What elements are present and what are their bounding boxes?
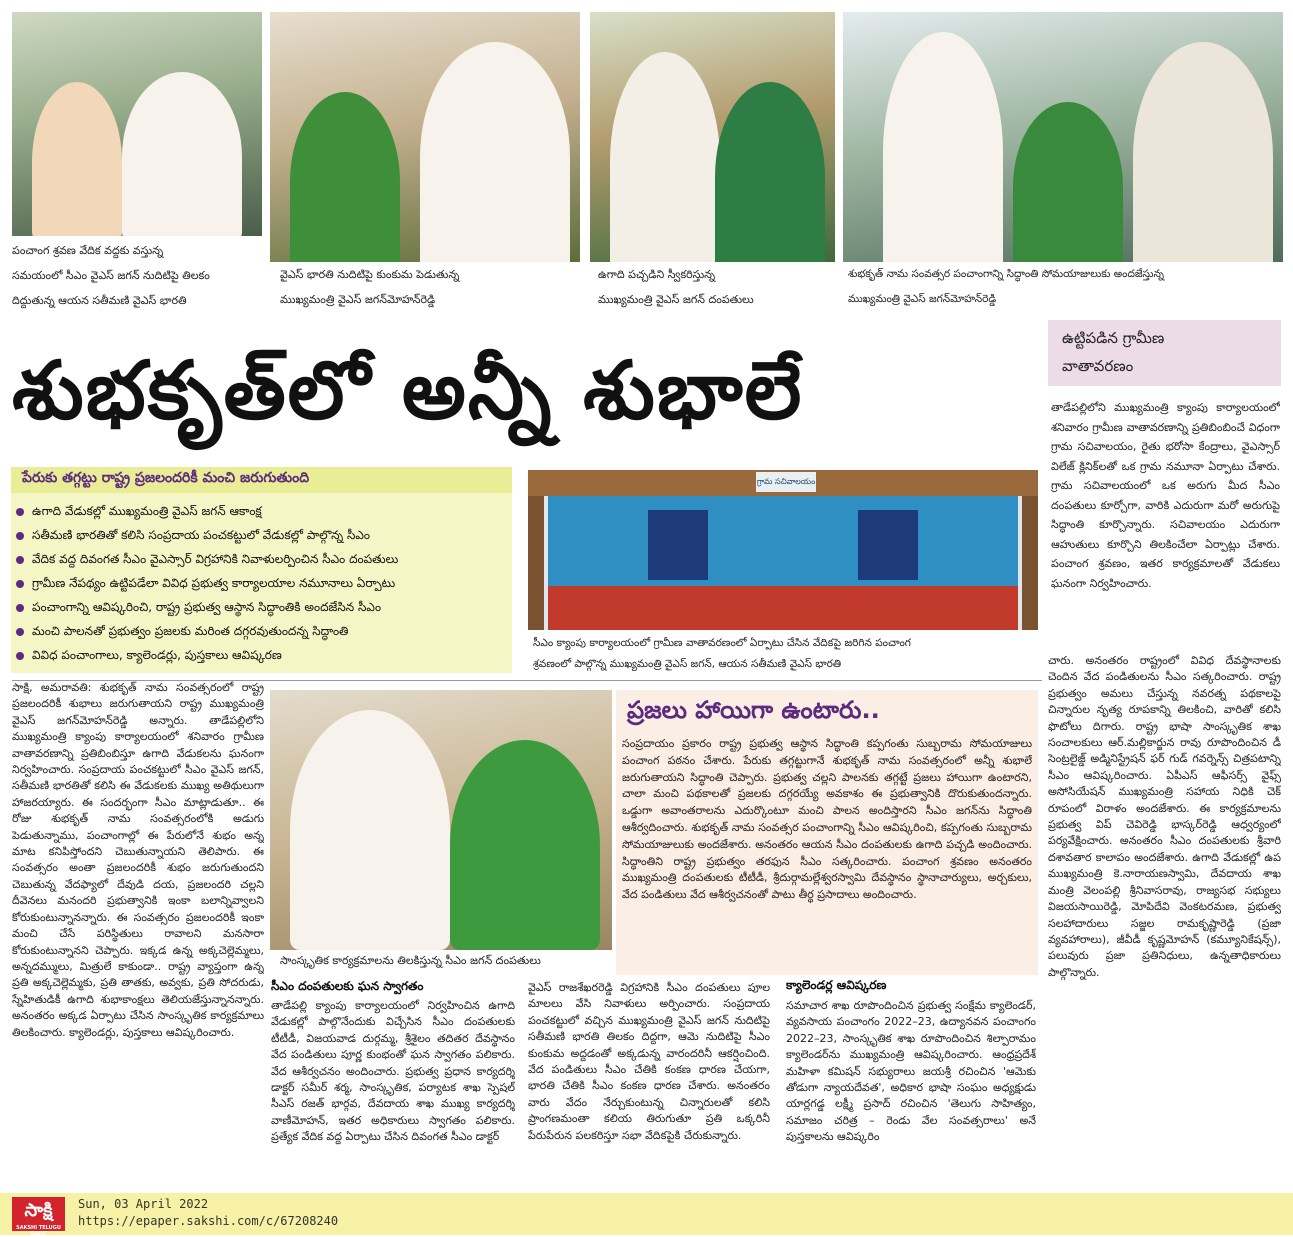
highlights-heading: పేరుకు తగ్గట్టు రాష్ట్ర ప్రజలందరికీ మంచి జరుగుతుంది [22, 470, 310, 486]
bullet-dot-icon [16, 556, 24, 564]
bullet-dot-icon [16, 508, 24, 516]
column-4-heading: క్యాలెండర్ల ఆవిష్కరణ [786, 978, 887, 992]
highlight-text: గ్రామీణ నేపథ్యం ఉట్టిపడేలా వివిధ ప్రభుత్వ కార్యాలయాల నమూనాలు ఏర్పాటు [32, 576, 396, 590]
caption-tilakam [12, 238, 267, 313]
edition-date: Sun, 03 April 2022 [78, 1197, 209, 1211]
stage-banner: గ్రామ సచివాలయం [756, 472, 816, 492]
caption-line: సీఎం క్యాంపు కార్యాలయంలో గ్రామీణ వాతావరణంలో ఏర్పాటు చేసిన వేదికపై జరిగిన పంచాంగ [533, 637, 911, 649]
bullet-dot-icon [16, 628, 24, 636]
bullet-dot-icon [16, 532, 24, 540]
highlight-text: సతీమణి భారతితో కలిసి సంప్రదాయ పంచకట్టులో వేడుకల్లో పాల్గొన్న సీఎం [32, 528, 371, 542]
quote-paragraph: సంప్రదాయం ప్రకారం రాష్ట్ర ప్రభుత్వ ఆస్థాన సిద్ధాంతి కప్పగంతు సుబ్బరామ సోమయాజులు పంచాంగ పఠనం చేశారు. పేరుకు తగ్గట్టుగానే శుభకృత్ నామ సంవత్సరంలో అన్నీ శుభాలే జరుగుతాయని సిద్ధాంతి చెప్పారు. ప్రభుత్వ చల్లని పాలనకు తగ్గట్టే ప్రజలు హాయిగా ఉంటారని, చాలా మంచి పథకాలతో ప్రజలకు దగ్గరయ్యే అవకాశం ఈ ప్రభుత్వానికి దొరుకుతుందన్నారు. ఒడ్డుగా అవాంతరాలను ఎదుర్కొంటూ మంచి పాలన అందిస్తారని సీఎం జగన్‌ను సిద్ధాంతి ఆశీర్వదించారు. శుభకృత్ నామ సంవత్సర పంచాంగాన్ని సీఎం ఆవిష్కరించి, కప్పగంతు సుబ్బరామ సోమయాజులుకు అందజేశారు. అనంతరం ఆయన సీఎం దంపతులకు ఉగాది పచ్చడి అందించారు. సిద్ధాంతిని రాష్ట్ర ప్రభుత్వం తరఫున సీఎం సత్కరించారు. పంచాంగ శ్రవణం అనంతరం ముఖ్యమంత్రి దంపతులకు టీటీడీ, శ్రీదుర్గామల్లేశ్వరస్వామి దేవస్థానం స్థానాచార్యులు, అర్చకులు, వేద పండితులు వేద ఆశీర్వచనంతో పాటు తీర్థ ప్రసాదాలు అందించారు. [622, 737, 1032, 902]
article-column-5 [1048, 653, 1281, 1192]
article-column-1 [12, 680, 264, 1192]
highlight-text: మంచి పాలనతో ప్రభుత్వం ప్రజలకు మరింత దగ్గరవుతుందన్న సిద్ధాంతి [32, 624, 349, 638]
article-paragraph: చారు. అనంతరం రాష్ట్రంలో వివిధ దేవస్థానాలకు చెందిన వేద పండితులను సీఎం సత్కరించారు. రాష్ట్ర ప్రభుత్వం అమలు చేస్తున్న నవరత్న పథకాలపై చిన్నారుల నృత్య రూపకాన్ని తిలకించి, వారితో కలిసి ఫొటోలు దిగారు. రాష్ట్ర భాషా సాంస్కృతిక శాఖ సంచాలకులు ఆర్.మల్లికార్జున రావు రూపొందించిన డీ సెంట్రలైజ్డ్ అడ్మినిస్ట్రేషన్ ఫర్ గుడ్ గవర్నెన్స్ చిత్రపటాన్ని సీఎం ఆవిష్కరించారు. ఏపీఎస్ ఆఫీసర్స్ వైఫ్స్ అసోసియేషన్ ముఖ్యమంత్రి సహాయ నిధికి చెక్ రూపంలో విరాళం అందజేశారు. ఈ కార్యక్రమాలను ప్రభుత్వ విప్ చెవిరెడ్డి భాస్కర్‌రెడ్డి ఆధ్వర్యంలో పర్యవేక్షించారు. అనంతరం సీఎం దంపతులకు శ్రీవారి దశావతార కాలాపం అందజేశారు. ఉగాది వేడుకల్లో ఉప ముఖ్యమంత్రి కె.నారాయణస్వామి, దేవదాయ శాఖ మంత్రి వెలంపల్లి శ్రీనివాసరావు, రాజ్యసభ సభ్యులు విజయసాయిరెడ్డి, మోపిదేవి వెంకటరమణ, ప్రభుత్వ సలహాదారులు సజ్జల రామకృష్ణారెడ్డి (ప్రజా వ్యవహారాలు), జీవీడీ కృష్ణమోహన్ (కమ్యూనికేషన్స్), పలువురు ప్రజా ప్రతినిధులు, ఉన్నతాధికారులు పాల్గొన్నారు. [1048, 654, 1281, 979]
column-2-heading: సీఎం దంపతులకు ఘన స్వాగతం [271, 979, 424, 993]
highlight-item [16, 524, 370, 546]
article-paragraph: తాడేపల్లి క్యాంపు కార్యాలయంలో నిర్వహించిన ఉగాది వేడుకల్లో పాల్గొనేందుకు విచ్చేసిన సీఎం దంపతులకు టీటీడీ, విజయవాడ దుర్గమ్మ, శ్రీశైలం తదితర దేవస్థానం వేద పండితులు పూర్ణ కుంభంతో ఘన స్వాగతం పలికారు. వేద ఆశీర్వచనం అందించారు. ప్రభుత్వ ప్రధాన కార్యదర్శి డాక్టర్ సమీర్ శర్మ, సాంస్కృతిక, పర్యాటక శాఖ స్పెషల్ సీఎస్ రజత్ భార్గవ, దేవదాయ శాఖ ముఖ్య కార్యదర్శి వాణీమోహన్, ఇతర అధికారులు స్వాగతం పలికారు. ప్రత్యేక వేదిక వద్ద ఏర్పాటు చేసిన దివంగత సీఎం డాక్టర్ [271, 999, 515, 1144]
highlight-item [16, 572, 395, 594]
caption-panchangam [848, 262, 1283, 312]
bullet-dot-icon [16, 604, 24, 612]
highlight-text: వివిధ పంచాంగాలు, క్యాలెండర్లు, పుస్తకాలు ఆవిష్కరణ [32, 648, 282, 662]
caption-line: సమయంలో సీఎం వైఎస్ జగన్ నుదిటిపై తిలకం [12, 269, 210, 282]
highlight-item [16, 548, 398, 570]
photo-tilakam [12, 12, 262, 236]
sidebar-heading [1062, 324, 1164, 380]
sidebar-paragraph: తాడేపల్లిలోని ముఖ్యమంత్రి క్యాంపు కార్యాలయంలో శనివారం గ్రామీణ వాతావరణాన్ని ప్రతిబింబించే విధంగా గ్రామ సచివాలయం, రైతు భరోసా కేంద్రాలు, వైఎస్సార్ విలేజ్ క్లినిక్‌లతో ఒక గ్రామ నమూనా ఏర్పాటు చేశారు. గ్రామ సచివాలయంలో ఒక అరుగు మీద సీఎం దంపతులు కూర్చోగా, వారికి ఎదురుగా మరో అరుగుపై సిద్ధాంతి కూర్చొన్నారు. సచివాలయం ఎదురుగా ఆహుతులు కూర్చొని తిలకించేలా ఏర్పాట్లు చేశారు. పంచాంగ శ్రవణం, ఇతర కార్యక్రమాలతో వేడుకలు ఘనంగా నిర్వహించారు. [1051, 401, 1280, 590]
caption-line: ముఖ్యమంత్రి వైఎస్ జగన్‌మోహన్‌రెడ్డి [848, 293, 997, 305]
photo-panchangam [843, 12, 1283, 262]
highlight-text: వేదిక వద్ద దివంగత సీఎం వైఎస్సార్ విగ్రహానికి నివాళులర్పించిన సీఎం దంపతులు [32, 552, 399, 566]
sidebar-body [1051, 398, 1280, 638]
sidebar-heading-line: వాతావరణం [1062, 357, 1134, 375]
logo-text: సాక్షి [24, 1200, 53, 1221]
article-paragraph: సమాచార శాఖ రూపొందించిన ప్రభుత్వ సంక్షేమ క్యాలెండర్, వ్యవసాయ పంచాంగం 2022–23, ఉద్యానవన పంచాంగం 2022–23, సాంస్కృతిక శాఖ రూపొందించిన శిల్పారామం క్యాలెండర్‌ను ముఖ్యమంత్రి ఆవిష్కరించారు. ఆంధ్రప్రదేశ్ మహిళా కమిషన్ సభ్యురాలు జయశ్రీ రచించిన 'ఆమెకు తోడుగా న్యాయదేవత', అధికార భాషా సంఘం అధ్యక్షుడు యార్లగడ్డ లక్ష్మీ ప్రసాద్ రచించిన 'తెలుగు సాహిత్యం, సమాజం చరిత్ర – రెండు వేల సంవత్సరాలు' అనే పుస్తకాలను ఆవిష్కరిం [786, 999, 1036, 1144]
logo-subtext: SAKSHI TELUGU DAILY [16, 1225, 61, 1237]
highlight-text: పంచాంగాన్ని ఆవిష్కరించి, రాష్ట్ర ప్రభుత్వ ఆస్థాన సిద్ధాంతికి అందజేసిన సీఎం [32, 600, 382, 614]
article-paragraph: సాక్షి, అమరావతి: శుభకృత్ నామ సంవత్సరంలో రాష్ట్ర ప్రజలందరికీ శుభాలు జరుగుతాయని రాష్ట్ర ముఖ్యమంత్రి వైఎస్ జగన్‌మోహన్‌రెడ్డి అన్నారు. తాడేపల్లిలోని ముఖ్యమంత్రి క్యాంపు కార్యాలయంలో శనివారం గ్రామీణ వాతావరణాన్ని ప్రతిబింబిస్తూ ఉగాది వేడుకలను ఘనంగా నిర్వహించారు. సంప్రదాయ పంచకట్టులో సీఎం వైఎస్ జగన్, సతీమణి భారతితో కలిసి ఈ వేడుకలకు ముఖ్య అతిథులుగా హాజరయ్యారు. ఈ సందర్భంగా సీఎం మాట్లాడుతూ.. ఈ రోజు శుభకృత్ నామ సంవత్సరంలోకి అడుగు పెడుతున్నాము, పంచాంగాల్లో ఈ పేరులోనే శుభం అన్న మాట కనిపిస్తోందని చెబుతున్నాయని తెలిపారు. ఈ సంవత్సరం అంతా ప్రజలందరికీ శుభం జరుగుతుందని చెబుతున్న వేదఫ్యాలో దేవుడి దయ, ప్రజలందరి చల్లని దీవెనలు మనందరి ప్రభుత్వానికి ఇంకా బలాన్నివ్వాలని కోరుకుంటున్నానన్నారు. ఈ సంవత్సరం ప్రజలందరికీ ఇంకా మంచి చేసే పరిస్థితులు రావాలని మనసారా కోరుకుంటున్నానని చెప్పారు. ఇక్కడ ఉన్న అక్కచెల్లెమ్మలు, అన్నదమ్ములు, మిత్రులే కాకుండా.. రాష్ట్ర వ్యాప్తంగా ఉన్న ప్రతి అక్కచెల్లెమ్మకు, ప్రతి తాతకు, అవ్వకు, ప్రతి సోదరుడు, స్నేహితుడికీ ఉగాది శుభాకాంక్షలు తెలియజేస్తున్నానన్నారు. అనంతరం అక్కడ ఏర్పాటు చేసిన సాంస్కృతిక కార్యక్రమాలు తిలకించారు. క్యాలెండర్లు, పుస్తకాలు ఆవిష్కరించారు. [12, 681, 264, 1039]
article-column-2 [271, 998, 515, 1192]
highlight-item [16, 500, 262, 522]
bullet-dot-icon [16, 652, 24, 660]
caption-line: వైఎస్ భారతి నుదిటిపై కుంకుమ పెడుతున్న [280, 268, 460, 281]
highlight-item [16, 644, 282, 666]
photo-kumkuma [270, 12, 580, 262]
article-column-3 [528, 980, 770, 1192]
article-column-4 [786, 998, 1036, 1192]
bullet-dot-icon [16, 580, 24, 588]
caption-line: శ్రవణంలో పాల్గొన్న ముఖ్యమంత్రి వైఎస్ జగన్, ఆయన సతీమణి వైఎస్ భారతి [533, 658, 842, 670]
caption-ugadi-pachadi [598, 262, 838, 312]
quote-heading: ప్రజలు హాయిగా ఉంటారు.. [627, 696, 880, 724]
main-headline: శుభకృత్‌లో అన్నీ శుభాలే [12, 343, 804, 437]
photo-stage [528, 470, 1038, 630]
epaper-link[interactable]: https://epaper.sakshi.com/c/67208240 [78, 1214, 339, 1228]
caption-line: ముఖ్యమంత్రి వైఎస్ జగన్‌మోహన్‌రెడ్డి [280, 293, 436, 306]
highlight-item [16, 620, 348, 642]
highlight-item [16, 596, 381, 618]
highlight-text: ఉగాది వేడుకల్లో ముఖ్యమంత్రి వైఎస్ జగన్ ఆకాంక్ష [32, 504, 262, 518]
caption-line: ఉగాది పచ్చడిని స్వీకరిస్తున్న [598, 268, 716, 281]
sakshi-logo[interactable] [12, 1197, 65, 1237]
highlights-box [11, 467, 512, 673]
caption-line: పంచాంగ శ్రవణ వేదిక వద్దకు వస్తున్న [12, 244, 164, 257]
photo-ugadi-pachadi [590, 12, 835, 262]
article-paragraph: వైఎస్ రాజశేఖరరెడ్డి విగ్రహానికి సీఎం దంపతులు పూల మాలలు వేసి నివాళులు అర్పించారు. సంప్రదాయ పంచకట్టులో వచ్చిన ముఖ్యమంత్రి వైఎస్ జగన్ నుదిటిపై సతీమణి భారతి తిలకం దిద్దగా, ఆమె నుదిటిపై సీఎం కుంకుమ అద్దడంతో అక్కడున్న వారందరినీ ఆకర్షించింది. వేద పండితులు సీఎం చేతికి కంకణ ధారణ చేయగా, భారతి చేతికి సీఎం కంకణ ధారణ చేశారు. అనంతరం వారు వేదం నేర్చుకుంటున్న చిన్నారులతో కలిసి ప్రాంగణమంతా కలియ తిరుగుతూ ప్రతి ఒక్కరినీ పేరుపేరున పలకరిస్తూ సభా వేదికపైకి చేరుకున్నారు. [528, 981, 770, 1142]
quote-body [622, 736, 1032, 972]
sidebar-heading-line: ఉట్టిపడిన గ్రామీణ [1062, 329, 1165, 347]
caption-line: శుభకృత్ నామ సంవత్సర పంచాంగాన్ని సిద్ధాంతి సోమయాజులుకు అందజేస్తున్న [848, 268, 1165, 280]
caption-line: ముఖ్యమంత్రి వైఎస్ జగన్ దంపతులు [598, 293, 754, 306]
caption-line: దిద్దుతున్న ఆయన సతీమణి వైఎస్ భారతి [12, 294, 187, 307]
photo-couple [270, 690, 612, 950]
caption-kumkuma [280, 262, 580, 312]
caption-stage [533, 633, 1033, 675]
caption-couple: సాంస్కృతిక కార్యక్రమాలను తిలకిస్తున్న సీఎం జగన్ దంపతులు [280, 954, 541, 967]
